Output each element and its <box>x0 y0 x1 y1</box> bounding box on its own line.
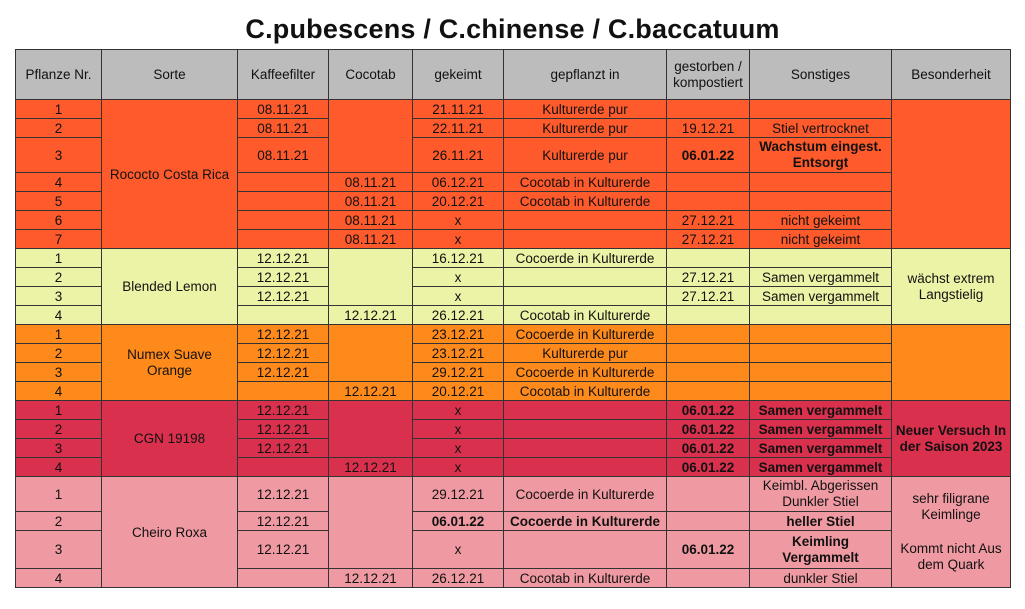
cell-gepflanzt[interactable]: Cocoerde in Kulturerde <box>504 363 667 382</box>
cell-gekeimt[interactable]: 29.12.21 <box>413 477 504 512</box>
cell-gekeimt[interactable]: x <box>413 401 504 420</box>
cell-gepflanzt[interactable] <box>504 268 667 287</box>
cell-gepflanzt[interactable] <box>504 211 667 230</box>
cell-nr[interactable]: 5 <box>16 192 102 211</box>
cell-cocotab[interactable] <box>329 325 413 382</box>
cell-kaffeefilter[interactable] <box>238 211 329 230</box>
cell-sorte[interactable]: Numex Suave Orange <box>102 325 238 401</box>
header-pflanze-nr[interactable]: Pflanze Nr. <box>16 50 102 100</box>
cell-kaffeefilter[interactable] <box>238 173 329 192</box>
cell-gekeimt[interactable]: 20.12.21 <box>413 382 504 401</box>
cell-nr[interactable]: 3 <box>16 287 102 306</box>
cell-cocotab[interactable]: 12.12.21 <box>329 382 413 401</box>
cell-besonderheit[interactable]: wächst extrem Langstielig <box>892 249 1011 325</box>
header-sonstiges[interactable]: Sonstiges <box>750 50 892 100</box>
cell-kaffeefilter[interactable]: 12.12.21 <box>238 439 329 458</box>
cell-gekeimt[interactable]: 22.11.21 <box>413 119 504 138</box>
cell-sonstiges[interactable]: Keimling Vergammelt <box>750 531 892 569</box>
cell-gestorben[interactable]: 06.01.22 <box>667 458 750 477</box>
cell-gekeimt[interactable]: 20.12.21 <box>413 192 504 211</box>
cell-gepflanzt[interactable]: Cocoerde in Kulturerde <box>504 512 667 531</box>
cell-sonstiges[interactable]: dunkler Stiel <box>750 569 892 588</box>
cell-nr[interactable]: 2 <box>16 512 102 531</box>
cell-kaffeefilter[interactable]: 12.12.21 <box>238 531 329 569</box>
cell-gepflanzt[interactable] <box>504 458 667 477</box>
cell-kaffeefilter[interactable]: 08.11.21 <box>238 119 329 138</box>
cell-nr[interactable]: 2 <box>16 344 102 363</box>
cell-gekeimt[interactable]: 06.01.22 <box>413 512 504 531</box>
cell-gekeimt[interactable]: 26.11.21 <box>413 138 504 173</box>
cell-nr[interactable]: 4 <box>16 458 102 477</box>
cell-gestorben[interactable] <box>667 344 750 363</box>
cell-gekeimt[interactable]: 06.12.21 <box>413 173 504 192</box>
cell-kaffeefilter[interactable]: 12.12.21 <box>238 420 329 439</box>
cell-sonstiges[interactable]: Wachstum eingest. Entsorgt <box>750 138 892 173</box>
cell-sonstiges[interactable] <box>750 382 892 401</box>
cell-nr[interactable]: 4 <box>16 306 102 325</box>
cell-sonstiges[interactable]: Samen vergammelt <box>750 458 892 477</box>
cell-kaffeefilter[interactable]: 12.12.21 <box>238 249 329 268</box>
besonderheit-note-1: sehr filigrane Keimlinge <box>912 491 990 522</box>
cell-gestorben[interactable]: 06.01.22 <box>667 138 750 173</box>
cell-gestorben[interactable]: 27.12.21 <box>667 268 750 287</box>
plant-table <box>15 49 1011 588</box>
cell-gekeimt[interactable]: x <box>413 531 504 569</box>
cell-gekeimt[interactable]: x <box>413 420 504 439</box>
header-sorte[interactable]: Sorte <box>102 50 238 100</box>
cell-gekeimt[interactable]: 26.12.21 <box>413 569 504 588</box>
cell-nr[interactable]: 1 <box>16 477 102 512</box>
cell-nr[interactable]: 1 <box>16 325 102 344</box>
cell-nr[interactable]: 3 <box>16 138 102 173</box>
cell-sonstiges[interactable]: Samen vergammelt <box>750 401 892 420</box>
cell-gekeimt[interactable]: x <box>413 287 504 306</box>
cell-kaffeefilter[interactable]: 12.12.21 <box>238 363 329 382</box>
cell-gestorben[interactable]: 06.01.22 <box>667 531 750 569</box>
cell-gestorben[interactable] <box>667 173 750 192</box>
cell-cocotab[interactable] <box>329 249 413 306</box>
cell-sonstiges[interactable]: nicht gekeimt <box>750 230 892 249</box>
cell-cocotab[interactable]: 12.12.21 <box>329 569 413 588</box>
cell-cocotab[interactable] <box>329 477 413 569</box>
table-row <box>16 477 1011 512</box>
cell-sorte[interactable]: Rococto Costa Rica <box>102 100 238 249</box>
cell-sonstiges[interactable]: Stiel vertrocknet <box>750 119 892 138</box>
cell-gestorben[interactable]: 27.12.21 <box>667 230 750 249</box>
cell-nr[interactable]: 1 <box>16 401 102 420</box>
cell-sonstiges[interactable] <box>750 325 892 344</box>
cell-gepflanzt[interactable] <box>504 401 667 420</box>
cell-nr[interactable]: 2 <box>16 420 102 439</box>
cell-sonstiges[interactable] <box>750 306 892 325</box>
cell-besonderheit[interactable] <box>892 477 1011 588</box>
cell-cocotab[interactable]: 12.12.21 <box>329 458 413 477</box>
cell-sonstiges[interactable]: Samen vergammelt <box>750 287 892 306</box>
cell-gestorben[interactable] <box>667 569 750 588</box>
cell-gepflanzt[interactable]: Cocotab in Kulturerde <box>504 306 667 325</box>
cell-gepflanzt[interactable]: Cocotab in Kulturerde <box>504 192 667 211</box>
cell-gestorben[interactable]: 27.12.21 <box>667 287 750 306</box>
cell-kaffeefilter[interactable] <box>238 306 329 325</box>
cell-gestorben[interactable] <box>667 512 750 531</box>
table-row <box>16 249 1011 268</box>
cell-kaffeefilter[interactable]: 12.12.21 <box>238 287 329 306</box>
cell-cocotab[interactable]: 08.11.21 <box>329 173 413 192</box>
cell-nr[interactable]: 2 <box>16 268 102 287</box>
cell-kaffeefilter[interactable]: 12.12.21 <box>238 325 329 344</box>
besonderheit-note-2: Kommt nicht Aus dem Quark <box>900 541 1002 572</box>
cell-gepflanzt[interactable]: Kulturerde pur <box>504 119 667 138</box>
cell-gekeimt[interactable]: x <box>413 230 504 249</box>
cell-gepflanzt[interactable] <box>504 287 667 306</box>
cell-gestorben[interactable] <box>667 100 750 119</box>
table-row <box>16 401 1011 420</box>
cell-gekeimt[interactable]: 21.11.21 <box>413 100 504 119</box>
sheet-title: C.pubescens / C.chinense / C.baccatuum <box>245 14 780 44</box>
cell-gepflanzt[interactable]: Cocoerde in Kulturerde <box>504 325 667 344</box>
cell-gestorben[interactable] <box>667 249 750 268</box>
cell-gestorben[interactable] <box>667 192 750 211</box>
cell-gepflanzt[interactable]: Cocoerde in Kulturerde <box>504 249 667 268</box>
cell-sonstiges[interactable]: nicht gekeimt <box>750 211 892 230</box>
cell-sonstiges[interactable] <box>750 100 892 119</box>
header-gestorben[interactable]: gestorben / kompostiert <box>667 50 750 100</box>
cell-cocotab[interactable]: 08.11.21 <box>329 230 413 249</box>
cell-sonstiges[interactable] <box>750 192 892 211</box>
header-row <box>16 50 1011 100</box>
cell-gepflanzt[interactable] <box>504 230 667 249</box>
table-row <box>16 325 1011 344</box>
cell-gepflanzt[interactable] <box>504 420 667 439</box>
cell-gestorben[interactable] <box>667 477 750 512</box>
cell-cocotab[interactable]: 12.12.21 <box>329 306 413 325</box>
cell-gekeimt[interactable]: 23.12.21 <box>413 325 504 344</box>
cell-nr[interactable]: 3 <box>16 363 102 382</box>
cell-cocotab[interactable]: 08.11.21 <box>329 192 413 211</box>
cell-kaffeefilter[interactable]: 12.12.21 <box>238 512 329 531</box>
cell-gestorben[interactable]: 06.01.22 <box>667 420 750 439</box>
cell-gepflanzt[interactable]: Kulturerde pur <box>504 100 667 119</box>
cell-gekeimt[interactable]: 23.12.21 <box>413 344 504 363</box>
cell-sonstiges[interactable] <box>750 249 892 268</box>
cell-cocotab[interactable] <box>329 401 413 458</box>
header-besonderheit[interactable]: Besonderheit <box>892 50 1011 100</box>
cell-sonstiges[interactable]: heller Stiel <box>750 512 892 531</box>
cell-gestorben[interactable]: 27.12.21 <box>667 211 750 230</box>
header-cocotab[interactable]: Cocotab <box>329 50 413 100</box>
cell-cocotab[interactable]: 08.11.21 <box>329 211 413 230</box>
cell-gestorben[interactable] <box>667 363 750 382</box>
header-kaffeefilter[interactable]: Kaffeefilter <box>238 50 329 100</box>
cell-gekeimt[interactable]: x <box>413 439 504 458</box>
cell-kaffeefilter[interactable] <box>238 192 329 211</box>
cell-nr[interactable]: 2 <box>16 119 102 138</box>
cell-gepflanzt[interactable]: Cocotab in Kulturerde <box>504 569 667 588</box>
table-row <box>16 100 1011 119</box>
cell-nr[interactable]: 4 <box>16 173 102 192</box>
cell-kaffeefilter[interactable]: 12.12.21 <box>238 477 329 512</box>
cell-gekeimt[interactable]: 26.12.21 <box>413 306 504 325</box>
cell-kaffeefilter[interactable]: 12.12.21 <box>238 344 329 363</box>
cell-sonstiges[interactable]: Keimbl. Abgerissen Dunkler Stiel <box>750 477 892 512</box>
cell-kaffeefilter[interactable] <box>238 458 329 477</box>
cell-gekeimt[interactable]: x <box>413 268 504 287</box>
cell-gepflanzt[interactable]: Kulturerde pur <box>504 344 667 363</box>
cell-gepflanzt[interactable] <box>504 439 667 458</box>
cell-besonderheit[interactable] <box>892 100 1011 249</box>
cell-gekeimt[interactable]: x <box>413 211 504 230</box>
cell-gekeimt[interactable]: 29.12.21 <box>413 363 504 382</box>
cell-kaffeefilter[interactable]: 08.11.21 <box>238 138 329 173</box>
cell-besonderheit[interactable] <box>892 325 1011 401</box>
cell-gekeimt[interactable]: x <box>413 458 504 477</box>
cell-gestorben[interactable] <box>667 325 750 344</box>
cell-kaffeefilter[interactable]: 12.12.21 <box>238 401 329 420</box>
cell-nr[interactable]: 1 <box>16 100 102 119</box>
cell-sonstiges[interactable]: Samen vergammelt <box>750 268 892 287</box>
cell-nr[interactable]: 4 <box>16 382 102 401</box>
cell-kaffeefilter[interactable] <box>238 569 329 588</box>
header-gepflanzt-in[interactable]: gepflanzt in <box>504 50 667 100</box>
cell-gepflanzt[interactable]: Cocotab in Kulturerde <box>504 382 667 401</box>
cell-kaffeefilter[interactable]: 12.12.21 <box>238 268 329 287</box>
cell-kaffeefilter[interactable]: 08.11.21 <box>238 100 329 119</box>
cell-besonderheit[interactable]: Neuer Versuch In der Saison 2023 <box>892 401 1011 477</box>
cell-gepflanzt[interactable]: Kulturerde pur <box>504 138 667 173</box>
cell-nr[interactable]: 7 <box>16 230 102 249</box>
header-gekeimt[interactable]: gekeimt <box>413 50 504 100</box>
cell-gekeimt[interactable]: 16.12.21 <box>413 249 504 268</box>
cell-gestorben[interactable] <box>667 306 750 325</box>
cell-kaffeefilter[interactable] <box>238 230 329 249</box>
cell-kaffeefilter[interactable] <box>238 382 329 401</box>
cell-gepflanzt[interactable]: Cocoerde in Kulturerde <box>504 477 667 512</box>
cell-sonstiges[interactable] <box>750 173 892 192</box>
cell-gestorben[interactable]: 19.12.21 <box>667 119 750 138</box>
cell-nr[interactable]: 3 <box>16 439 102 458</box>
cell-gestorben[interactable]: 06.01.22 <box>667 401 750 420</box>
cell-gepflanzt[interactable] <box>504 531 667 569</box>
cell-sonstiges[interactable]: Samen vergammelt <box>750 439 892 458</box>
cell-sorte[interactable]: Blended Lemon <box>102 249 238 325</box>
cell-cocotab[interactable] <box>329 100 413 173</box>
cell-sorte[interactable]: Cheiro Roxa <box>102 477 238 588</box>
cell-sonstiges[interactable] <box>750 363 892 382</box>
cell-sonstiges[interactable]: Samen vergammelt <box>750 420 892 439</box>
cell-nr[interactable]: 4 <box>16 569 102 588</box>
cell-sonstiges[interactable] <box>750 344 892 363</box>
cell-gestorben[interactable] <box>667 382 750 401</box>
cell-sorte[interactable]: CGN 19198 <box>102 401 238 477</box>
cell-gepflanzt[interactable]: Cocotab in Kulturerde <box>504 173 667 192</box>
cell-nr[interactable]: 6 <box>16 211 102 230</box>
cell-nr[interactable]: 3 <box>16 531 102 569</box>
cell-gestorben[interactable]: 06.01.22 <box>667 439 750 458</box>
cell-nr[interactable]: 1 <box>16 249 102 268</box>
